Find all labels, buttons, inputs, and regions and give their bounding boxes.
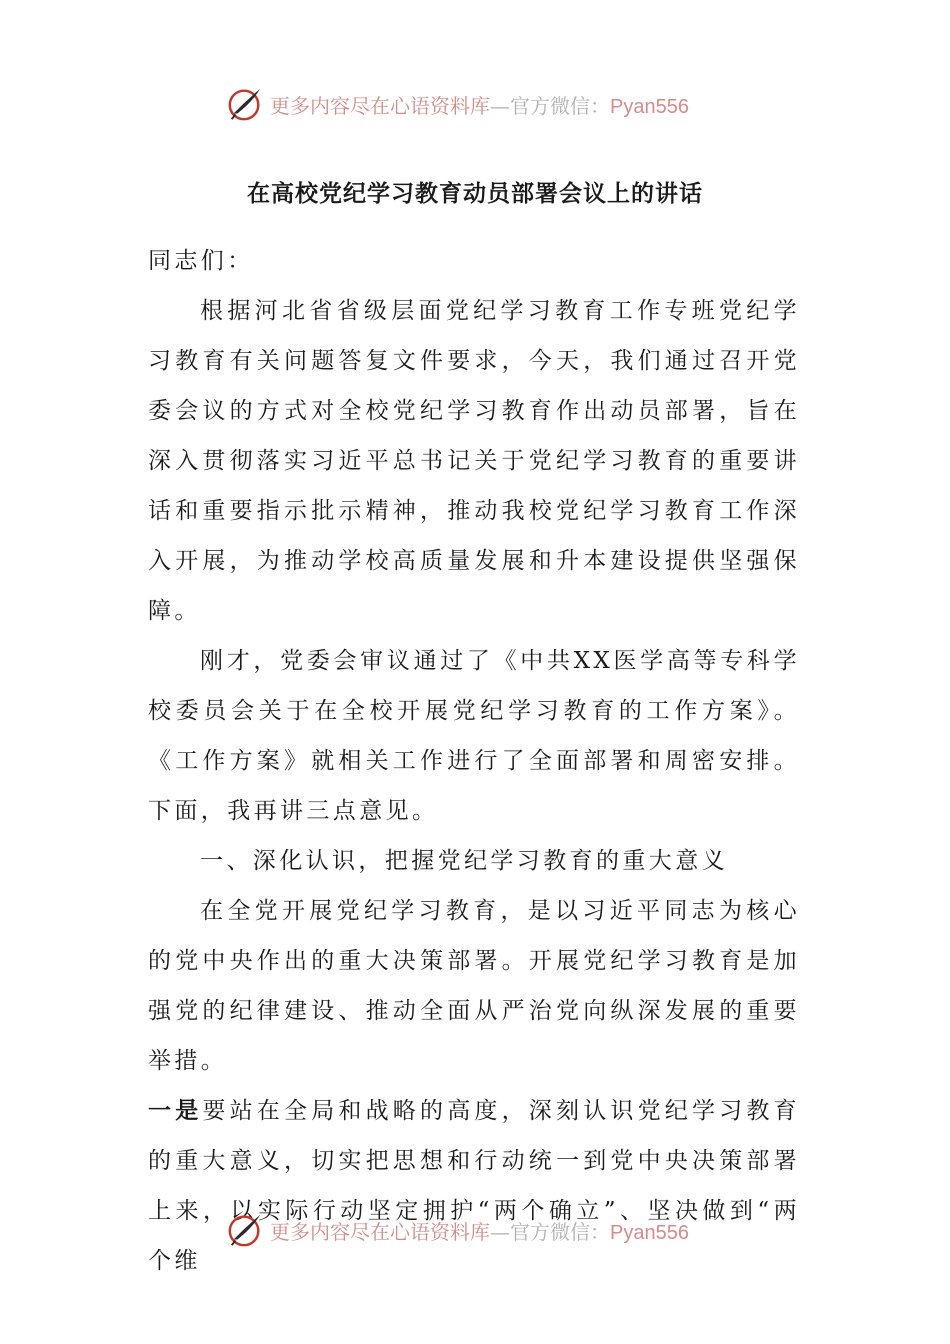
banner-separator: —: [490, 93, 510, 118]
paragraph-1: 根据河北省省级层面党纪学习教育工作专班党纪学习教育有关问题答复文件要求，今天，我们通过召开党委会议的方式对全校党纪学习教育作出动员部署，旨在深入贯彻落实习近平总书记关于党纪学习教育的重要讲话和重要指示批示精神，推动我校党纪学习教育工作深入开展，为推动学校高质量发展和升本建设提供坚强保障。: [148, 298, 800, 624]
section-heading-1: 一、深化认识，把握党纪学习教育的重大意义: [200, 848, 728, 874]
footer-banner: [226, 1210, 746, 1250]
header-banner: [226, 84, 746, 124]
banner-text: [270, 1216, 689, 1245]
banner-separator: —: [490, 1219, 510, 1244]
banner-wechat-id: Pyan556: [610, 1221, 689, 1244]
banner-slogan: 更多内容尽在心语资料库: [270, 93, 490, 118]
banner-wechat-label: 官方微信：: [510, 1219, 610, 1244]
banner-text: [270, 90, 689, 119]
quill-logo-icon: [226, 1211, 264, 1249]
point-one-label: 一是: [148, 1098, 203, 1124]
document-body: [148, 236, 800, 1286]
paragraph-3: 在全党开展党纪学习教育，是以习近平同志为核心的党中央作出的重大决策部署。开展党纪学习教育是加强党的纪律建设、推动全面从严治党向纵深发展的重要举措。: [148, 898, 800, 1074]
salutation: 同志们：: [148, 248, 254, 274]
banner-slogan: 更多内容尽在心语资料库: [270, 1219, 490, 1244]
banner-wechat-label: 官方微信：: [510, 93, 610, 118]
paragraph-2: 刚才，党委会审议通过了《中共XX医学高等专科学校委员会关于在全校开展党纪学习教育的工作方案》。《工作方案》就相关工作进行了全面部署和周密安排。下面，我再讲三点意见。: [148, 648, 800, 824]
document-title: 在高校党纪学习教育动员部署会议上的讲话: [247, 181, 703, 207]
paragraph-4: [148, 1086, 800, 1286]
paragraph-4-text: 要站在全局和战略的高度，深刻认识党纪学习教育的重大意义，切实把思想和行动统一到党中央决策部署上来，以实际行动坚定拥护“两个确立”、坚决做到“两个维: [148, 1098, 800, 1274]
banner-wechat-id: Pyan556: [610, 95, 689, 118]
quill-logo-icon: [226, 85, 264, 123]
